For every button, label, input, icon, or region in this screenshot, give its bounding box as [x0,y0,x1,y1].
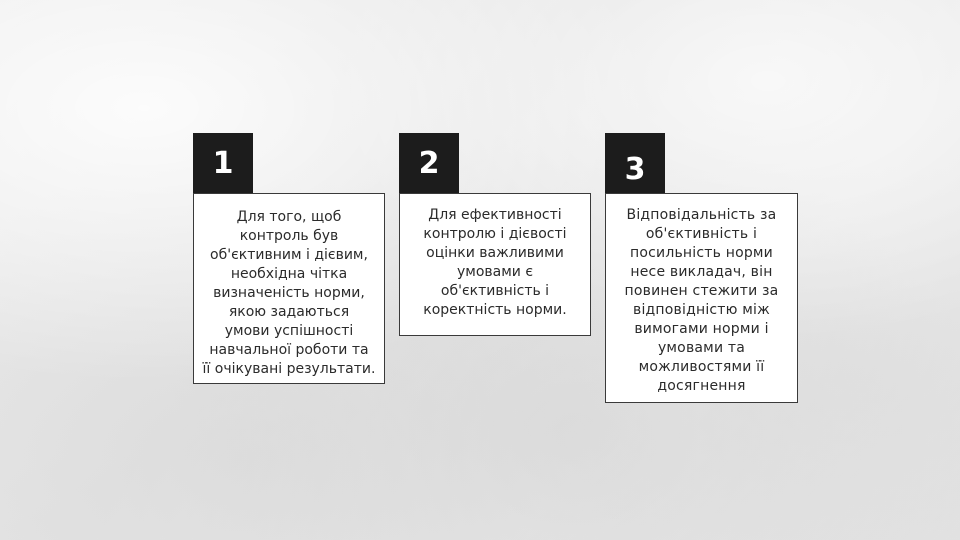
card-1-number-badge: 1 [193,133,253,193]
card-2-text-box: Для ефективності контролю і дієвості оцінки важливими умовами є об'єктивність і коректність норми. [399,193,591,336]
card-1-text-box: Для того, щоб контроль був об'єктивним і дієвим, необхідна чітка визначеність норми, якою задаються умови успішності навчальної роботи та її очікувані результати. [193,193,385,384]
card-2-number-badge: 2 [399,133,459,193]
card-3-text-box: Відповідальність за об'єктивність і посильність норми несе викладач, він повинен стежити за відповідністю між вимогами норми і умовами та можливостями її досягнення [605,193,798,403]
card-3-number-badge: 3 [605,133,665,193]
